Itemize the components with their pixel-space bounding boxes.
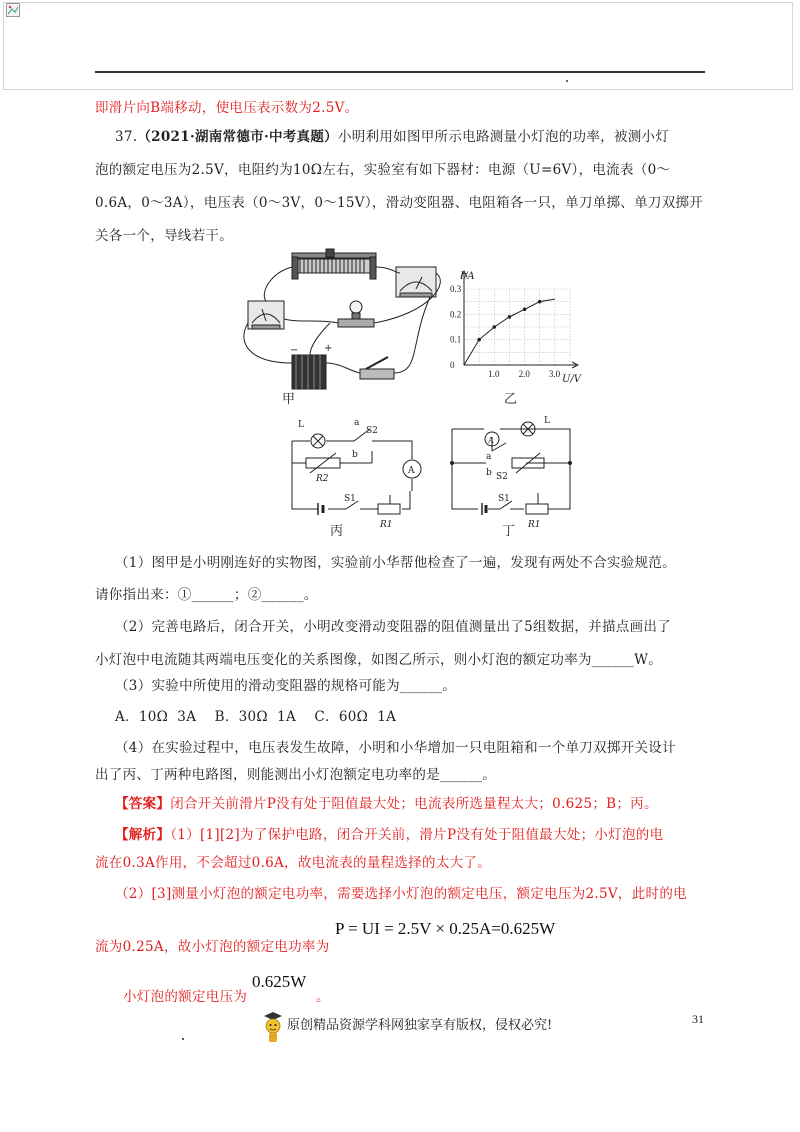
svg-text:a: a (354, 418, 360, 428)
svg-text:A: A (408, 466, 415, 476)
question-line-1 (115, 127, 669, 147)
svg-text:A: A (488, 436, 494, 445)
label-ding: 丁 (502, 524, 516, 538)
switch-icon (360, 357, 394, 379)
graph-grid (464, 289, 570, 365)
graph-axes (461, 271, 578, 368)
svg-text:a: a (486, 452, 492, 462)
svg-text:−: − (290, 345, 299, 356)
circuit-ding (451, 422, 572, 515)
label-jia: 甲 (282, 392, 296, 407)
svg-text:R1: R1 (528, 520, 541, 530)
header-rule (95, 71, 705, 73)
top-frame (3, 2, 793, 90)
answer-line (115, 794, 658, 814)
svg-text:S1: S1 (498, 494, 510, 504)
y-tick-label: 0.1 (450, 334, 462, 345)
svg-text:S2: S2 (366, 426, 378, 436)
graph-xlabel: U/V (562, 374, 582, 385)
x-tick-label: 1.0 (488, 369, 500, 379)
analysis-line1 (115, 825, 663, 845)
rheostat-r1-icon (378, 504, 400, 514)
circuit-bing (292, 429, 421, 515)
data-point (538, 300, 542, 304)
ammeter-icon (248, 301, 284, 329)
part2-line1: （2）完善电路后，闭合开关，小明改变滑动变阻器的阻值测量出了5组数据，并描点画出了 (115, 619, 671, 635)
analysis-line5-end: 。 (316, 989, 330, 1005)
rheostat-r1b-icon (526, 504, 548, 514)
analysis-tag: 【解析】 (115, 827, 171, 843)
x-tick-label: 2.0 (518, 369, 530, 379)
question-line-1-rest: 小明利用如图甲所示电路测量小灯泡的功率，被测小灯 (337, 129, 670, 145)
part4-line2: 出了丙、丁两种电路图，则能测出小灯泡额定电功率的是______。 (95, 767, 497, 783)
voltmeter-icon (396, 267, 436, 297)
analysis-line3: （2）[3]测量小灯泡的额定电功率，需要选择小灯泡的额定电压，额定电压为2.5V，此时的电 (115, 886, 687, 902)
question-source: （2021·湖南常德市·中考真题） (137, 129, 338, 145)
svg-text:S1: S1 (344, 494, 356, 504)
part1-line1: （1）图甲是小明刚连好的实物图，实验前小华帮他检查了一遍，发现有两处不合实验规范。 (115, 555, 676, 571)
svg-text:b: b (486, 468, 492, 478)
label-yi: 乙 (504, 392, 518, 407)
bulb-icon (338, 301, 374, 327)
question-line-2: 泡的额定电压为2.5V，电阻约为10Ω左右，实验室有如下器材：电源（U=6V），电流表（0～ (95, 162, 671, 178)
svg-text:+: + (324, 343, 333, 354)
answer-text: 闭合开关前滑片P没有处于阻值最大处；电流表所选量程太大；0.625；B；丙。 (170, 796, 658, 812)
footer-dot (182, 1038, 184, 1040)
figure (230, 243, 610, 538)
svg-text:R1: R1 (380, 520, 393, 530)
svg-text:R2: R2 (316, 474, 329, 484)
analysis-line1-text: （1）[1][2]为了保护电路，闭合开关前，滑片P没有处于阻值最大处；小灯泡的电 (170, 827, 664, 843)
formula-power: P = UI = 2.5V × 0.25A=0.625W (335, 919, 556, 938)
part1-line2: 请你指出来：①______；②______。 (95, 587, 318, 603)
data-point (523, 307, 527, 311)
part2-line2: 小灯泡中电流随其两端电压变化的关系图像，如图乙所示，则小灯泡的额定功率为______W。 (95, 652, 663, 668)
svg-text:L: L (298, 420, 304, 430)
mascot-icon (262, 1010, 284, 1044)
label-bing: 丙 (330, 524, 344, 538)
rheostat-icon (292, 249, 376, 279)
page-number: 31 (692, 1012, 704, 1026)
question-line-4: 关各一个，导线若干。 (95, 228, 233, 244)
footer-copyright: 原创精品资源学科网独家享有版权，侵权必究! (287, 1018, 553, 1033)
iu-graph (450, 271, 583, 385)
part4-line1: （4）在实验过程中，电压表发生故障，小明和小华增加一只电阻箱和一个单刀双掷开关设计 (115, 740, 676, 756)
svg-text:L: L (544, 416, 550, 426)
broken-image-icon (6, 3, 20, 17)
analysis-line5: 小灯泡的额定电压为 (123, 989, 248, 1005)
graph-ylabel: I/A (460, 271, 475, 282)
question-line-3: 0.6A，0～3A），电压表（0～3V，0～15V），滑动变阻器、电阻箱各一只，单刀单掷、单刀双掷开 (95, 195, 704, 211)
formula-result: 0.625W (252, 972, 307, 991)
y-tick-label: 0 (450, 360, 455, 370)
part3-line1: （3）实验中所使用的滑动变阻器的规格可能为______。 (115, 678, 456, 694)
apparatus-photo (244, 249, 440, 389)
svg-text:S2: S2 (496, 472, 508, 482)
question-number: 37. (115, 129, 138, 145)
header-dot (566, 80, 568, 82)
figure-drawing (230, 243, 610, 538)
previous-answer-line: 即滑片向B端移动，使电压表示数为2.5V。 (95, 100, 359, 116)
svg-text:b: b (352, 450, 358, 460)
y-tick-label: 0.2 (450, 309, 462, 320)
part3-options: A．10Ω 3A B．30Ω 1A C．60Ω 1A (115, 709, 397, 725)
data-point (492, 325, 496, 329)
data-point (477, 338, 481, 342)
answer-tag: 【答案】 (115, 796, 171, 812)
x-tick-label: 3.0 (548, 369, 561, 379)
analysis-line2: 流在0.3A作用，不会超过0.6A，故电流表的量程选择的太大了。 (95, 855, 492, 871)
analysis-line4: 流为0.25A，故小灯泡的额定电功率为 (95, 939, 330, 955)
y-tick-label: 0.3 (450, 284, 462, 294)
data-point (508, 315, 512, 319)
